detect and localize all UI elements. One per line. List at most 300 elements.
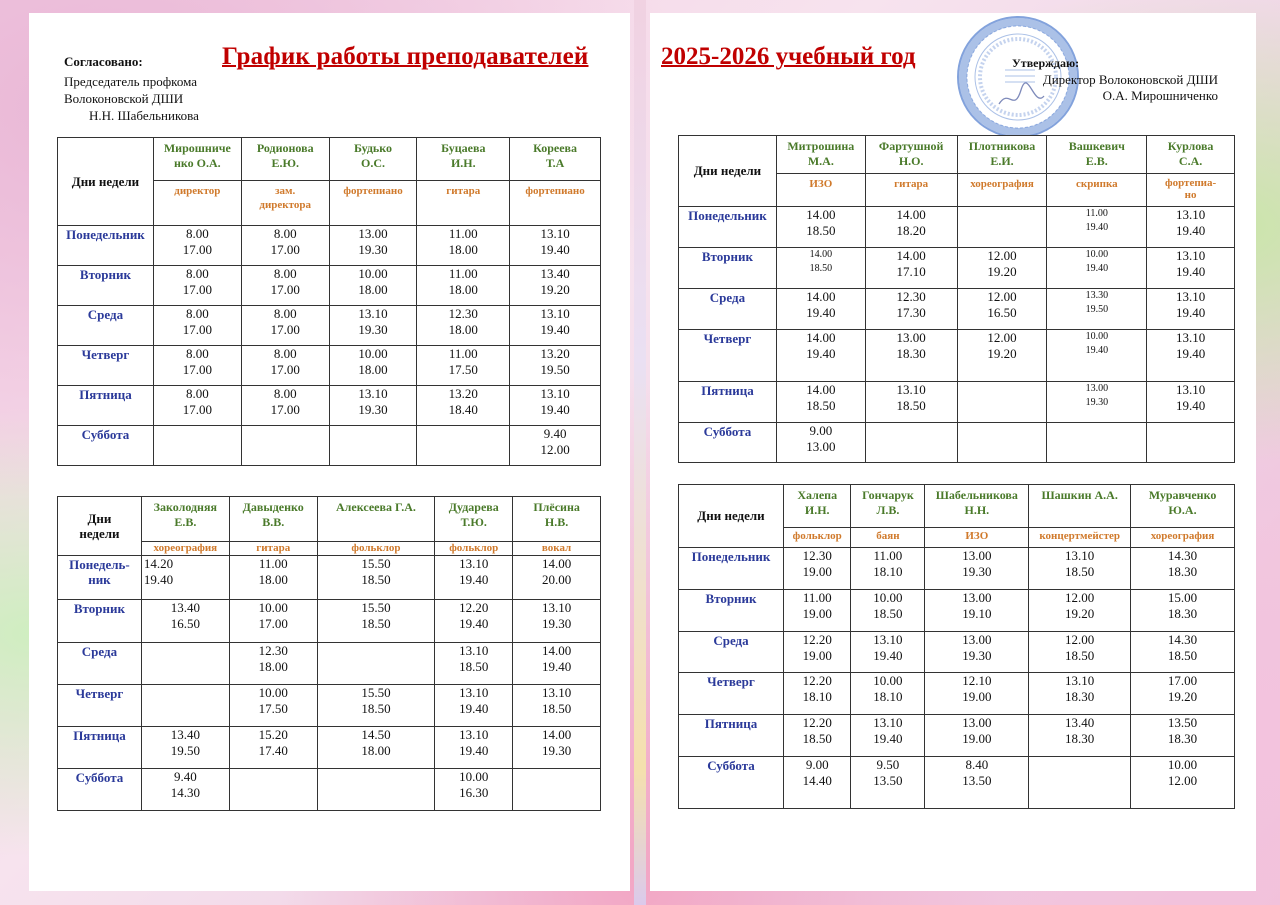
- table-row: [679, 207, 1235, 248]
- time-cell: [241, 266, 329, 306]
- teacher-name: Шабельникова Н.Н.: [925, 485, 1029, 528]
- time-cell: [783, 673, 850, 715]
- table-row: [679, 330, 1235, 382]
- time-cell: [317, 600, 435, 643]
- end-time: 19.40: [1175, 346, 1206, 361]
- table-row: [58, 685, 601, 727]
- table-row: [58, 600, 601, 643]
- teacher-subject: хореография: [957, 174, 1047, 207]
- end-time: 18.50: [361, 572, 391, 587]
- start-time: 14.50: [361, 727, 391, 742]
- end-time: 19.40: [1085, 222, 1109, 233]
- start-time: 12.00: [987, 248, 1017, 263]
- time-cell: [851, 632, 925, 673]
- teacher-subject: фольклор: [783, 528, 850, 548]
- time-cell: [417, 346, 510, 386]
- start-time: 14.30: [1167, 548, 1198, 563]
- time-cell: [851, 673, 925, 715]
- time-cell: [925, 632, 1029, 673]
- start-time: 8.00: [273, 346, 297, 361]
- time-cell: [1131, 548, 1235, 590]
- start-time: 9.40: [173, 769, 197, 784]
- start-time: 13.10: [541, 600, 572, 615]
- start-time: 15.50: [361, 685, 391, 700]
- day-label: Четверг: [58, 685, 142, 727]
- end-time: 17.30: [896, 305, 926, 320]
- start-time: 13.00: [962, 715, 992, 730]
- end-time: 18.30: [1167, 731, 1198, 746]
- end-time: 13.50: [873, 773, 903, 788]
- start-time: 14.00: [896, 207, 926, 222]
- time-cell: [783, 632, 850, 673]
- time-cell: [1147, 382, 1235, 423]
- table-row: [58, 266, 601, 306]
- start-time: 12.30: [258, 643, 288, 658]
- start-time: 13.10: [873, 632, 903, 647]
- start-time: 8.00: [185, 386, 209, 401]
- time-cell: [851, 590, 925, 632]
- end-time: 18.50: [459, 659, 489, 674]
- time-cell: [510, 426, 601, 466]
- end-time: 18.00: [258, 659, 288, 674]
- time-cell: [141, 643, 229, 685]
- start-time: 14.00: [541, 556, 572, 571]
- day-label: Понедельник: [679, 548, 784, 590]
- teacher-name: Шашкин А.А.: [1029, 485, 1131, 528]
- start-time: 10.00: [459, 769, 489, 784]
- time-cell: [865, 248, 957, 289]
- time-cell: [1047, 382, 1147, 423]
- end-time: 19.40: [459, 572, 489, 587]
- start-time: 10.00: [873, 590, 903, 605]
- teacher-name: Алексеева Г.А.: [317, 497, 435, 542]
- time-cell: [510, 386, 601, 426]
- end-time: 19.30: [541, 616, 572, 631]
- start-time: 14.20: [143, 556, 174, 571]
- time-cell: [1029, 590, 1131, 632]
- start-time: 15.20: [258, 727, 288, 742]
- time-cell: [435, 600, 513, 643]
- start-time: 11.00: [1085, 208, 1108, 219]
- table-row: [58, 346, 601, 386]
- time-cell: [1029, 673, 1131, 715]
- end-time: 19.40: [1085, 345, 1109, 356]
- time-cell: [865, 207, 957, 248]
- end-time: 18.50: [873, 606, 903, 621]
- time-cell: [1131, 757, 1235, 809]
- time-cell: [783, 590, 850, 632]
- time-cell: [776, 248, 865, 289]
- approve-line: О.А. Мирошниченко: [1102, 88, 1218, 103]
- end-time: 18.00: [448, 322, 478, 337]
- start-time: 13.10: [873, 715, 903, 730]
- teacher-subject: фортепиано: [329, 181, 417, 226]
- time-cell: [865, 382, 957, 423]
- time-cell: [1047, 248, 1147, 289]
- start-time: 13.30: [1085, 290, 1109, 301]
- table-row: [58, 426, 601, 466]
- start-time: 15.00: [1167, 590, 1198, 605]
- end-time: 19.30: [358, 242, 388, 257]
- table-row: [679, 715, 1235, 757]
- day-label: Пятница: [58, 727, 142, 769]
- start-time: 15.50: [361, 556, 391, 571]
- end-time: 19.00: [802, 648, 832, 663]
- day-label: Понедельник: [679, 207, 777, 248]
- time-cell: [1147, 207, 1235, 248]
- end-time: 19.40: [1175, 305, 1206, 320]
- start-time: 13.10: [540, 306, 570, 321]
- start-time: 13.10: [1175, 207, 1206, 222]
- time-cell: [1147, 330, 1235, 382]
- start-time: 9.50: [876, 757, 900, 772]
- end-time: 18.50: [361, 701, 391, 716]
- approve-block: [1000, 72, 1218, 104]
- time-cell: [776, 423, 865, 463]
- agreed-line: Н.Н. Шабельникова: [89, 108, 199, 123]
- end-time: 18.30: [1065, 731, 1095, 746]
- time-cell: [141, 727, 229, 769]
- start-time: 9.00: [809, 423, 833, 438]
- time-cell: [957, 423, 1047, 463]
- time-cell: [776, 382, 865, 423]
- end-time: 17.00: [182, 242, 212, 257]
- time-cell: [417, 306, 510, 346]
- end-time: 18.50: [1167, 648, 1198, 663]
- start-time: 11.00: [258, 556, 288, 571]
- teacher-name: Дударева Т.Ю.: [435, 497, 513, 542]
- table-row: [679, 423, 1235, 463]
- start-time: 10.00: [1085, 249, 1109, 260]
- time-cell: [957, 248, 1047, 289]
- time-cell: [925, 715, 1029, 757]
- teacher-subject: баян: [851, 528, 925, 548]
- start-time: 11.00: [448, 346, 478, 361]
- start-time: 13.20: [448, 386, 478, 401]
- end-time: 18.10: [802, 689, 832, 704]
- table-row: [58, 727, 601, 769]
- day-label: Вторник: [679, 590, 784, 632]
- day-label: Суббота: [58, 769, 142, 811]
- day-label: Среда: [679, 289, 777, 330]
- start-time: 8.40: [965, 757, 989, 772]
- time-cell: [153, 386, 241, 426]
- time-cell: [317, 643, 435, 685]
- start-time: 11.00: [448, 266, 478, 281]
- start-time: 15.50: [361, 600, 391, 615]
- time-cell: [141, 685, 229, 727]
- start-time: 12.20: [459, 600, 489, 615]
- start-time: 13.10: [459, 685, 489, 700]
- end-time: 19.40: [459, 701, 489, 716]
- start-time: 11.00: [802, 590, 832, 605]
- start-time: 13.10: [1175, 289, 1206, 304]
- start-time: 10.00: [873, 673, 903, 688]
- end-time: 19.40: [143, 572, 174, 587]
- end-time: 17.40: [258, 743, 288, 758]
- end-time: 19.40: [541, 659, 572, 674]
- time-cell: [1131, 715, 1235, 757]
- time-cell: [241, 426, 329, 466]
- teacher-subject: хореография: [1131, 528, 1235, 548]
- end-time: 19.30: [1085, 397, 1109, 408]
- end-time: 12.00: [1167, 773, 1198, 788]
- agreed-line: Волоконовской ДШИ: [64, 91, 184, 106]
- start-time: 14.00: [541, 643, 572, 658]
- table-row: [679, 757, 1235, 809]
- day-label: Понедель- ник: [58, 556, 142, 600]
- start-time: 13.00: [962, 590, 992, 605]
- start-time: 10.00: [1085, 331, 1109, 342]
- end-time: 17.00: [270, 402, 300, 417]
- start-time: 13.50: [1167, 715, 1198, 730]
- agreed-line: Председатель профкома: [64, 74, 197, 89]
- time-cell: [510, 346, 601, 386]
- start-time: 17.00: [1167, 673, 1198, 688]
- end-time: 18.50: [802, 731, 832, 746]
- page-title: График работы преподавателей: [222, 43, 589, 70]
- end-time: 18.00: [258, 572, 288, 587]
- time-cell: [865, 289, 957, 330]
- day-label: Среда: [58, 306, 154, 346]
- day-label: Четверг: [679, 330, 777, 382]
- end-time: 18.10: [873, 564, 903, 579]
- start-time: 8.00: [273, 226, 297, 241]
- table-row: [58, 769, 601, 811]
- teacher-name: Давыденко В.В.: [229, 497, 317, 542]
- day-label: Четверг: [58, 346, 154, 386]
- start-time: 14.30: [1167, 632, 1198, 647]
- approve-label: Утверждаю:: [1012, 56, 1080, 70]
- day-label: Четверг: [679, 673, 784, 715]
- end-time: 18.50: [806, 223, 836, 238]
- end-time: 17.00: [270, 282, 300, 297]
- teacher-subject: скрипка: [1047, 174, 1147, 207]
- start-time: 13.10: [541, 685, 572, 700]
- start-time: 12.20: [802, 673, 832, 688]
- end-time: 18.30: [1167, 564, 1198, 579]
- teacher-name: Заколодняя Е.В.: [141, 497, 229, 542]
- time-cell: [417, 426, 510, 466]
- end-time: 19.50: [1085, 304, 1109, 315]
- time-cell: [229, 769, 317, 811]
- start-time: 9.40: [543, 426, 567, 441]
- end-time: 17.00: [182, 362, 212, 377]
- day-label: Вторник: [58, 266, 154, 306]
- time-cell: [925, 590, 1029, 632]
- start-time: 13.10: [540, 386, 570, 401]
- start-time: 10.00: [1167, 757, 1198, 772]
- time-cell: [957, 207, 1047, 248]
- teacher-name: Митрошина М.А.: [776, 136, 865, 174]
- time-cell: [153, 306, 241, 346]
- time-cell: [229, 600, 317, 643]
- table-row: [58, 306, 601, 346]
- end-time: 14.30: [170, 785, 200, 800]
- teacher-subject: фольклор: [317, 542, 435, 556]
- time-cell: [241, 386, 329, 426]
- table-row: [679, 673, 1235, 715]
- start-time: 12.10: [962, 673, 992, 688]
- end-time: 18.50: [809, 263, 833, 274]
- table-row: [58, 643, 601, 685]
- time-cell: [1047, 207, 1147, 248]
- end-time: 19.40: [1175, 398, 1206, 413]
- time-cell: [925, 757, 1029, 809]
- teacher-name: Кореева Т.А: [510, 138, 601, 181]
- end-time: 18.10: [873, 689, 903, 704]
- time-cell: [510, 306, 601, 346]
- time-cell: [851, 715, 925, 757]
- start-time: 8.00: [273, 266, 297, 281]
- start-time: 14.00: [806, 382, 836, 397]
- time-cell: [153, 346, 241, 386]
- day-column-header: Дни недели: [58, 497, 142, 556]
- teacher-subject: директор: [153, 181, 241, 226]
- time-cell: [317, 556, 435, 600]
- end-time: 13.50: [962, 773, 992, 788]
- table-row: [58, 556, 601, 600]
- time-cell: [1029, 715, 1131, 757]
- start-time: 8.00: [273, 306, 297, 321]
- time-cell: [241, 346, 329, 386]
- end-time: 18.50: [1065, 648, 1095, 663]
- start-time: 14.00: [806, 330, 836, 345]
- end-time: 19.00: [802, 606, 832, 621]
- table-row: [679, 590, 1235, 632]
- start-time: 13.10: [1175, 248, 1206, 263]
- start-time: 10.00: [258, 600, 288, 615]
- start-time: 12.00: [987, 289, 1017, 304]
- teacher-subject: гитара: [229, 542, 317, 556]
- time-cell: [1131, 632, 1235, 673]
- time-cell: [317, 769, 435, 811]
- start-time: 14.00: [809, 249, 833, 260]
- start-time: 14.00: [806, 207, 836, 222]
- start-time: 13.00: [962, 548, 992, 563]
- agreed-block: [64, 73, 199, 124]
- start-time: 14.00: [806, 289, 836, 304]
- time-cell: [141, 600, 229, 643]
- start-time: 13.10: [896, 382, 926, 397]
- time-cell: [153, 426, 241, 466]
- teacher-subject: ИЗО: [776, 174, 865, 207]
- time-cell: [513, 643, 601, 685]
- start-time: 10.00: [258, 685, 288, 700]
- end-time: 19.50: [170, 743, 200, 758]
- time-cell: [1029, 632, 1131, 673]
- start-time: 13.10: [459, 727, 489, 742]
- start-time: 14.00: [896, 248, 926, 263]
- time-cell: [513, 685, 601, 727]
- teacher-name: Курлова С.А.: [1147, 136, 1235, 174]
- time-cell: [925, 673, 1029, 715]
- end-time: 19.30: [358, 322, 388, 337]
- time-cell: [417, 266, 510, 306]
- end-time: 18.40: [448, 402, 478, 417]
- end-time: 18.50: [896, 398, 926, 413]
- time-cell: [153, 226, 241, 266]
- start-time: 10.00: [358, 266, 388, 281]
- end-time: 18.20: [896, 223, 926, 238]
- time-cell: [513, 600, 601, 643]
- time-cell: [417, 226, 510, 266]
- time-cell: [865, 330, 957, 382]
- time-cell: [783, 757, 850, 809]
- start-time: 13.10: [1175, 382, 1206, 397]
- time-cell: [1029, 548, 1131, 590]
- end-time: 19.30: [541, 743, 572, 758]
- start-time: 12.00: [1065, 632, 1095, 647]
- end-time: 19.20: [987, 346, 1017, 361]
- start-time: 13.10: [459, 556, 489, 571]
- start-time: 12.30: [448, 306, 478, 321]
- end-time: 14.40: [802, 773, 832, 788]
- day-label: Понедельник: [58, 226, 154, 266]
- teacher-name: Вашкевич Е.В.: [1047, 136, 1147, 174]
- start-time: 12.20: [802, 715, 832, 730]
- table-row: [679, 248, 1235, 289]
- day-label: Пятница: [679, 382, 777, 423]
- time-cell: [957, 289, 1047, 330]
- end-time: 19.00: [962, 689, 992, 704]
- teacher-name: Будько О.С.: [329, 138, 417, 181]
- day-column-header: Дни недели: [679, 136, 777, 207]
- end-time: 17.00: [182, 322, 212, 337]
- time-cell: [329, 226, 417, 266]
- end-time: 19.00: [962, 731, 992, 746]
- end-time: 19.40: [806, 346, 836, 361]
- teacher-subject: фортепиано: [510, 181, 601, 226]
- end-time: 19.40: [540, 322, 570, 337]
- agreed-label: Согласовано:: [64, 54, 143, 69]
- end-time: 18.30: [1167, 606, 1198, 621]
- time-cell: [317, 727, 435, 769]
- time-cell: [329, 346, 417, 386]
- time-cell: [1131, 590, 1235, 632]
- time-cell: [229, 643, 317, 685]
- schedule-table-1: [57, 137, 601, 466]
- time-cell: [513, 769, 601, 811]
- end-time: 17.10: [896, 264, 926, 279]
- end-time: 19.50: [540, 362, 570, 377]
- day-column-header: Дни недели: [679, 485, 784, 548]
- teacher-name: Плотникова Е.И.: [957, 136, 1047, 174]
- start-time: 8.00: [273, 386, 297, 401]
- end-time: 18.30: [896, 346, 926, 361]
- end-time: 19.40: [459, 743, 489, 758]
- teacher-subject: гитара: [865, 174, 957, 207]
- end-time: 19.00: [802, 564, 832, 579]
- start-time: 13.10: [1065, 548, 1095, 563]
- time-cell: [1147, 423, 1235, 463]
- time-cell: [1147, 289, 1235, 330]
- time-cell: [317, 685, 435, 727]
- end-time: 19.40: [540, 402, 570, 417]
- time-cell: [1047, 423, 1147, 463]
- time-cell: [141, 769, 229, 811]
- time-cell: [241, 226, 329, 266]
- start-time: 13.40: [170, 727, 200, 742]
- end-time: 17.00: [258, 616, 288, 631]
- start-time: 12.30: [896, 289, 926, 304]
- start-time: 14.00: [541, 727, 572, 742]
- end-time: 19.30: [962, 564, 992, 579]
- time-cell: [435, 769, 513, 811]
- end-time: 19.40: [1175, 223, 1206, 238]
- time-cell: [329, 306, 417, 346]
- table-row: [679, 289, 1235, 330]
